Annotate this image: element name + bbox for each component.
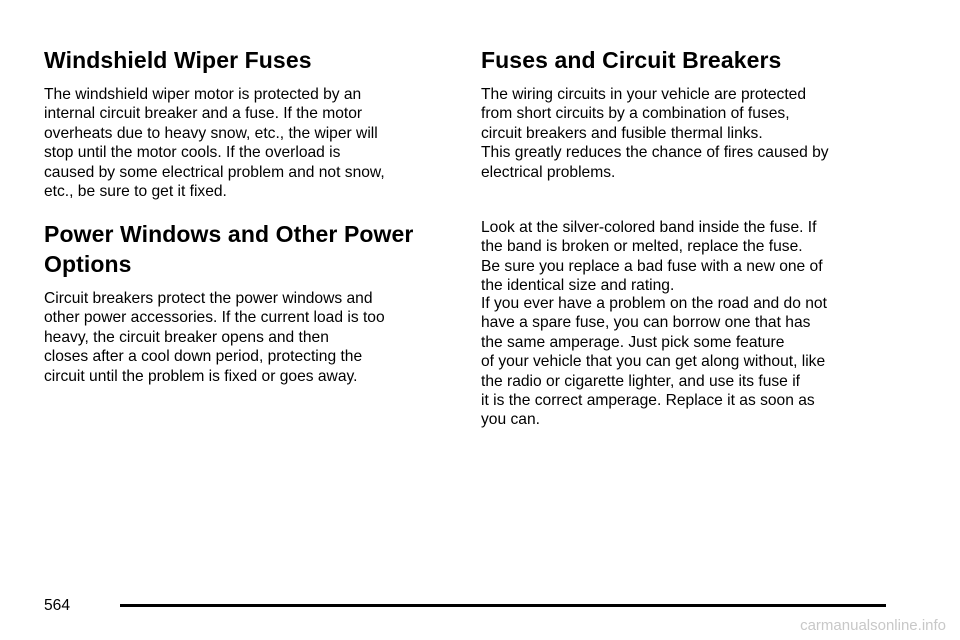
text-line: from short circuits by a combination of fuses, (481, 105, 790, 123)
heading-line: Options (44, 251, 132, 277)
heading-line: Power Windows and Other Power (44, 221, 414, 247)
paragraph-power-windows (44, 289, 385, 386)
text-line: This greatly reduces the chance of fires caused by (481, 144, 829, 162)
text-line: electrical problems. (481, 163, 616, 181)
text-line: The windshield wiper motor is protected by an (44, 86, 362, 103)
text-line: have a spare fuse, you can borrow one that has (481, 314, 811, 332)
text-line: the same amperage. Just pick some feature (481, 333, 785, 351)
text-line: Circuit breakers protect the power windows and (44, 290, 373, 307)
text-line: heavy, the circuit breaker opens and then (44, 328, 329, 346)
paragraph-spare-fuse (481, 294, 827, 430)
text-line: internal circuit breaker and a fuse. If the motor (44, 105, 363, 123)
text-line: the radio or cigarette lighter, and use its fuse if (481, 372, 800, 390)
text-line: The wiring circuits in your vehicle are protected (481, 86, 807, 103)
text-line: circuit until the problem is fixed or goes away. (44, 367, 358, 385)
text-line: overheats due to heavy snow, etc., the wiper will (44, 124, 378, 142)
text-line: you can. (481, 411, 540, 429)
text-line: of your vehicle that you can get along without, like (481, 353, 826, 371)
section-heading-power-windows (44, 219, 413, 279)
text-line: closes after a cool down period, protecting the (44, 348, 363, 366)
text-line: the identical size and rating. (481, 277, 675, 295)
text-line: other power accessories. If the current load is too (44, 309, 385, 327)
paragraph-wiring-circuits (481, 85, 829, 182)
paragraph-silver-band (481, 218, 823, 296)
text-line: Look at the silver-colored band inside the fuse. If (481, 219, 817, 236)
text-line: Be sure you replace a bad fuse with a new one of (481, 257, 823, 275)
watermark: carmanualsonline.info (800, 617, 946, 634)
text-line: circuit breakers and fusible thermal links. (481, 124, 763, 142)
footer-rule (120, 604, 886, 607)
paragraph-wiper-fuses (44, 85, 385, 201)
text-line: it is the correct amperage. Replace it as soon as (481, 392, 815, 410)
text-line: caused by some electrical problem and not snow, (44, 163, 385, 181)
section-heading-wiper-fuses: Windshield Wiper Fuses (44, 47, 312, 73)
section-heading-fuses-circuit-breakers: Fuses and Circuit Breakers (481, 47, 782, 73)
text-line: the band is broken or melted, replace the fuse. (481, 238, 803, 256)
page-number: 564 (44, 597, 71, 614)
text-line: stop until the motor cools. If the overload is (44, 144, 341, 162)
text-line: etc., be sure to get it fixed. (44, 183, 227, 201)
text-line: If you ever have a problem on the road and do not (481, 295, 827, 312)
